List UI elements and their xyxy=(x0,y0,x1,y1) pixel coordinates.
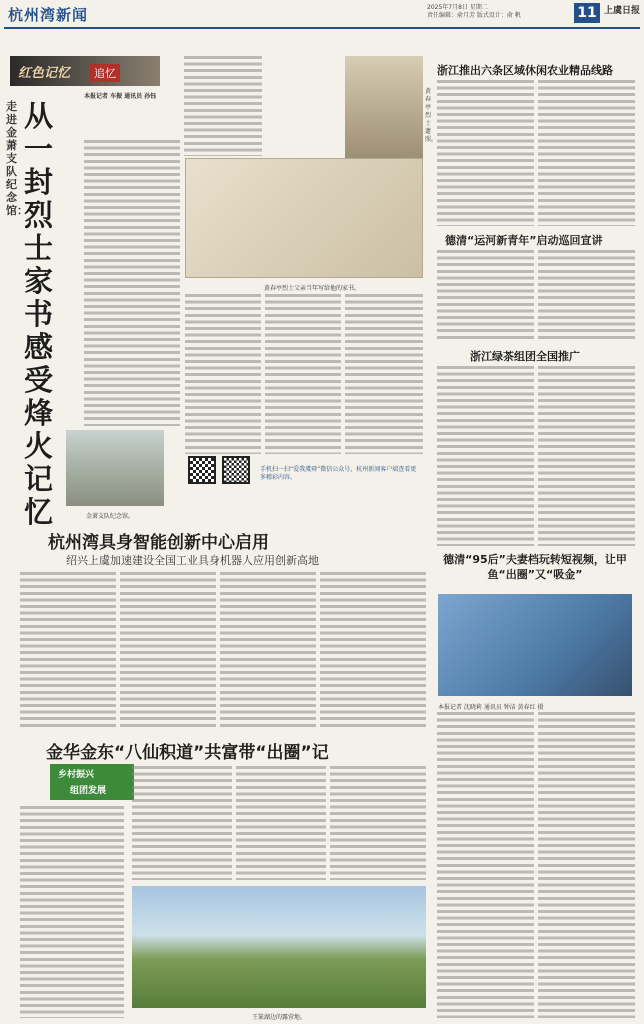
family-letter-caption: 黄春亭烈士父亲当年写给他的家书。 xyxy=(264,285,361,292)
qr-code-icon xyxy=(222,456,250,484)
feature-byline: 本报记者 车振 通讯员 孙钰 xyxy=(84,93,157,100)
section2-subhead: 绍兴上虞加速建设全国工业具身机器人应用创新高地 xyxy=(66,554,319,567)
header-divider xyxy=(4,27,640,29)
section2-body-col4 xyxy=(320,572,426,728)
newspaper-logo: 上虞日报 xyxy=(604,6,641,16)
feature-body-col4 xyxy=(345,294,423,454)
sidebar-body-2a xyxy=(437,250,534,342)
page-header xyxy=(0,0,644,28)
badge-line2: 组团发展 xyxy=(70,786,107,796)
campsite-caption: 王篆湖边的露营地。 xyxy=(252,1014,307,1021)
sidebar-body-1a xyxy=(437,80,534,226)
header-meta xyxy=(427,4,521,20)
martyr-portrait-caption: 黄春亭烈士遗照。 xyxy=(425,88,438,143)
sidebar-body-3b xyxy=(538,366,635,546)
page-number: 11 xyxy=(574,3,600,23)
sidebar-headline-4: 德清“95后”夫妻档玩转短视频，让甲鱼“出圈”又“吸金” xyxy=(443,553,627,581)
feature-body-col3 xyxy=(265,294,341,454)
date-line: 2025年7月8日 星期二 xyxy=(427,4,488,11)
sidebar-headline-3: 浙江绿茶组团全国推广 xyxy=(470,350,580,363)
editors-line: 责任编辑：俞月芳 版式设计：俞 帆 xyxy=(427,12,521,19)
sidebar-body-4a xyxy=(437,712,534,1018)
qr-code-note: 手机扫一扫“爱我虞舜”微信公众号，杭州新闻客户端查看更多精彩内容。 xyxy=(260,466,417,481)
column-label: 红色记忆 xyxy=(18,66,71,81)
section3-headline: 金华金东“八仙积道”共富带“出圈”记 xyxy=(46,743,329,763)
badge-line1: 乡村振兴 xyxy=(58,770,95,780)
section3-body-col1 xyxy=(20,806,124,1018)
section2-body-col2 xyxy=(120,572,216,728)
feature-body-col2 xyxy=(185,294,261,454)
sidebar-body-1b xyxy=(538,80,635,226)
sidebar-headline-2: 德清“运河新青年”启动巡回宣讲 xyxy=(445,234,603,247)
livestream-caption: 本报记者 沈晓莉 通讯员 钟洁 黄春红 摄 xyxy=(438,704,544,711)
sidebar-body-3a xyxy=(437,366,534,546)
livestream-photo xyxy=(438,594,632,696)
section2-body-col3 xyxy=(220,572,316,728)
martyr-portrait-photo xyxy=(345,56,423,160)
feature-headline: 从一封烈士家书感受烽火记忆 xyxy=(24,99,54,529)
sidebar-body-2b xyxy=(538,250,635,342)
campsite-photo xyxy=(132,886,426,1008)
section2-body-col1 xyxy=(20,572,116,728)
section3-body-col3 xyxy=(236,766,326,880)
family-letter-photo xyxy=(185,158,423,278)
sidebar-body-4b xyxy=(538,712,635,1018)
qr-code-icon xyxy=(188,456,216,484)
column-tag: 追忆 xyxy=(90,64,120,82)
section2-headline: 杭州湾具身智能创新中心启用 xyxy=(48,533,269,553)
feature-body-col1 xyxy=(84,140,180,426)
memorial-hall-photo xyxy=(66,430,164,506)
feature-kicker: 走进金萧支队纪念馆： xyxy=(6,100,28,217)
feature-body-top xyxy=(184,56,262,156)
section3-body-col4 xyxy=(330,766,426,880)
section-title: 杭州湾新闻 xyxy=(8,6,89,24)
memorial-hall-caption: 金萧支队纪念馆。 xyxy=(86,513,135,520)
section3-body-col2 xyxy=(132,766,232,880)
sidebar-headline-1: 浙江推出六条区域休闲农业精品线路 xyxy=(437,64,613,77)
